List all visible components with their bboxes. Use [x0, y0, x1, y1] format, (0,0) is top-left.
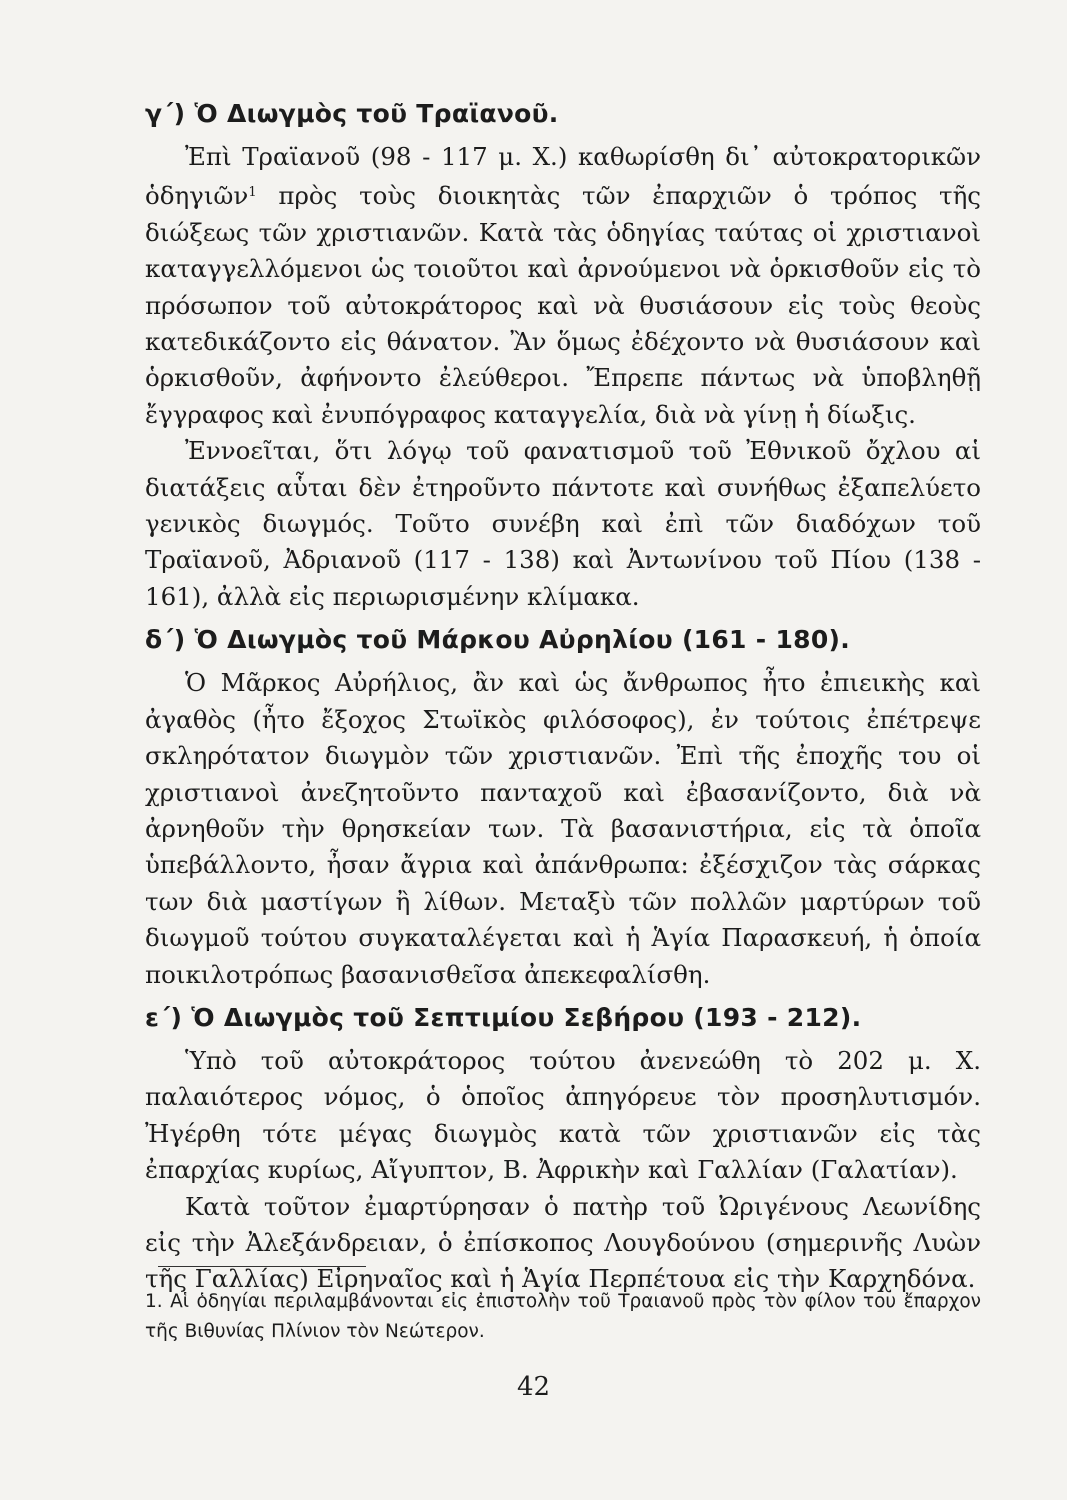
paragraph-text: πρὸς τοὺς διοικητὰς τῶν ἐπαρχιῶν ὁ τρόπος τῆς διώξεως τῶν χριστιανῶν. Κατὰ τὰς ὁδηγίας ταύτας οἱ χριστιανοὶ καταγγελλόμενοι ὡς τοιοῦτοι καὶ ἀρνούμενοι νὰ ὁρκισθοῦν εἰς τὸ πρόσωπον τοῦ αὐτοκράτορος καὶ νὰ θυσιάσουν εἰς τοὺς θεοὺς κατεδικάζοντο εἰς θάνατον. Ἂν ὅμως ἐδέχοντο νὰ θυσιάσουν καὶ ὁρκισθοῦν, ἀφήνοντο ἐλεύθεροι. Ἔπρεπε πάντως νὰ ὑποβληθῇ ἔγγραφος καὶ ἐνυπόγραφος καταγγελία, διὰ νὰ γίνῃ ἡ δίωξις. — [145, 181, 981, 429]
paragraph: Ὑπὸ τοῦ αὐτοκράτορος τούτου ἀνενεώθη τὸ 202 μ. Χ. παλαιότερος νόμος, ὁ ὁποῖος ἀπηγόρευε τὸν προσηλυτισμόν. Ἠγέρθη τότε μέγας διωγμὸς κατὰ τῶν χριστιανῶν εἰς τὰς ἐπαρχίας κυρίως, Αἴγυπτον, Β. Ἀφρικὴν καὶ Γαλλίαν (Γαλατίαν). — [145, 1045, 981, 1185]
paragraph: Κατὰ τοῦτον ἐμαρτύρησαν ὁ πατὴρ τοῦ Ὠριγένους Λεωνίδης εἰς τὴν Ἀλεξάνδρειαν, ὁ ἐπίσκοπος Λουγδούνου (σημερινῆς Λυὼν τῆς Γαλλίας) Εἰρηναῖος καὶ ἡ Ἁγία Περπέτουα εἰς τὴν Καρχηδόνα. — [145, 1191, 981, 1294]
section-heading-marcus-aurelius: δ΄) Ὁ Διωγμὸς τοῦ Μάρκου Αὐρηλίου (161 - 180). — [145, 625, 851, 655]
main-text — [145, 95, 981, 1298]
footnote-marker: 1 — [248, 185, 257, 201]
footnote: 1. Αἱ ὁδηγίαι περιλαμβάνονται εἰς ἐπιστολὴν τοῦ Τραιανοῦ πρὸς τὸν φίλον του ἔπαρχον τῆς Βιθυνίας Πλίνιον τὸν Νεώτερον. — [145, 1291, 981, 1342]
section-heading-trajan: γ΄) Ὁ Διωγμὸς τοῦ Τραϊανοῦ. — [145, 99, 559, 128]
section-heading-septimius-severus: ε΄) Ὁ Διωγμὸς τοῦ Σεπτιμίου Σεβήρου (193 - 212). — [145, 1002, 862, 1032]
paragraph — [145, 139, 981, 433]
paragraph: Ὁ Μᾶρκος Αὐρήλιος, ἂν καὶ ὡς ἄνθρωπος ἦτο ἐπιεικὴς καὶ ἀγαθὸς (ἦτο ἔξοχος Στωϊκὸς φιλόσοφος), ἐν τούτοις ἐπέτρεψε σκληρότατον διωγμὸν τῶν χριστιανῶν. Ἐπὶ τῆς ἐποχῆς του οἱ χριστιανοὶ ἀνεζητοῦντο πανταχοῦ καὶ ἐβασανίζοντο, διὰ νὰ ἀρνηθοῦν τὴν θρησκείαν των. Τὰ βασανιστήρια, εἰς τὰ ὁποῖα ὑπεβάλλοντο, ἦσαν ἄγρια καὶ ἀπάνθρωπα: ἐξέσχιζον τὰς σάρκας των διὰ μαστίγων ἢ λίθων. Μεταξὺ τῶν πολλῶν μαρτύρων τοῦ διωγμοῦ τούτου συγκαταλέγεται καὶ ἡ Ἁγία Παρασκευή, ἡ ὁποία ποικιλοτρόπως βασανισθεῖσα ἀπεκεφαλίσθη. — [145, 668, 981, 989]
footnote-divider — [158, 1266, 366, 1267]
page-number: 42 — [516, 1372, 551, 1402]
paragraph: Ἐννοεῖται, ὅτι λόγῳ τοῦ φανατισμοῦ τοῦ Ἐθνικοῦ ὄχλου αἱ διατάξεις αὗται δὲν ἐτηροῦντο πάντοτε καὶ συνήθως ἐξαπελύετο γενικὸς διωγμός. Τοῦτο συνέβη καὶ ἐπὶ τῶν διαδόχων τοῦ Τραϊανοῦ, Ἀδριανοῦ (117 - 138) καὶ Ἀντωνίνου τοῦ Πίου (138 - 161), ἀλλὰ εἰς περιωρισμένην κλίμακα. — [145, 436, 981, 611]
paragraph-text: Ἐπὶ Τραϊανοῦ (98 - 117 μ. Χ.) καθωρίσθη δι᾿ αὐτοκρατορικῶν ὁδηγιῶν — [145, 142, 981, 211]
